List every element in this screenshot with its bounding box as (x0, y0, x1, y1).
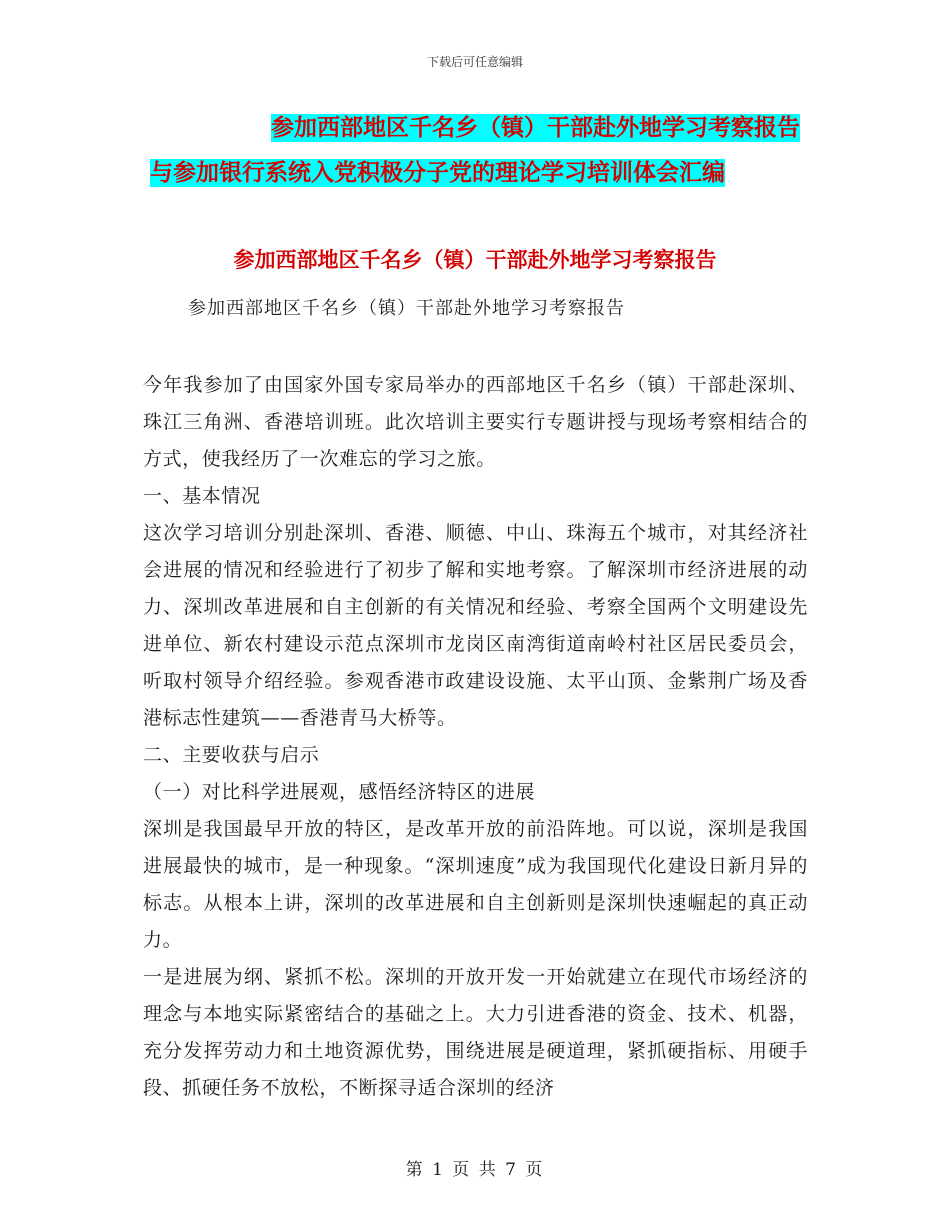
document-title-line-2 (150, 155, 800, 191)
heading-basic-situation: 一、基本情况 (143, 485, 261, 507)
document-body (143, 367, 808, 1107)
section-subtitle: 参加西部地区千名乡（镇）干部赴外地学习考察报告 (188, 298, 625, 319)
subheading-1: （一）对比科学进展观，感悟经济特区的进展 (143, 781, 536, 803)
title-highlight-2: 与参加银行系统入党积极分子党的理论学习培训体会汇编 (150, 160, 725, 186)
paragraph-shenzhen: 深圳是我国最早开放的特区，是改革开放的前沿阵地。可以说，深圳是我国进展最快的城市，是一种现象。“深圳速度”成为我国现代化建设日新月异的标志。从根本上讲，深圳的改革进展和自主创新则是深圳快速崛起的真正动力。 (143, 818, 808, 951)
paragraph-intro: 今年我参加了由国家外国专家局举办的西部地区千名乡（镇）干部赴深圳、珠江三角洲、香港培训班。此次培训主要实行专题讲授与现场考察相结合的方式，使我经历了一次难忘的学习之旅。 (143, 374, 808, 470)
paragraph-development: 一是进展为纲、紧抓不松。深圳的开放开发一开始就建立在现代市场经济的理念与本地实际紧密结合的基础之上。大力引进香港的资金、技术、机器，充分发挥劳动力和土地资源优势，围绕进展是硬道理，紧抓硬指标、用硬手段、抓硬任务不放松，不断探寻适合深圳的经济 (143, 966, 808, 1099)
paragraph-basic-situation: 这次学习培训分别赴深圳、香港、顺德、中山、珠海五个城市，对其经济社会进展的情况和经验进行了初步了解和实地考察。了解深圳市经济进展的动力、深圳改革进展和自主创新的有关情况和经验、考察全国两个文明建设先进单位、新农村建设示范点深圳市龙岗区南湾街道南岭村社区居民委员会，听取村领导介绍经验。参观香港市政建设设施、太平山顶、金紫荆广场及香港标志性建筑——香港青马大桥等。 (143, 522, 808, 729)
header-note: 下载后可任意编辑 (426, 55, 523, 69)
section-title: 参加西部地区千名乡（镇）干部赴外地学习考察报告 (233, 248, 717, 272)
heading-main-gains: 二、主要收获与启示 (143, 744, 320, 766)
page-footer: 第 1 页 共 7 页 (405, 1160, 545, 1180)
document-title-line-1 (150, 110, 800, 146)
title-highlight-1: 参加西部地区千名乡（镇）干部赴外地学习考察报告 (271, 115, 800, 141)
